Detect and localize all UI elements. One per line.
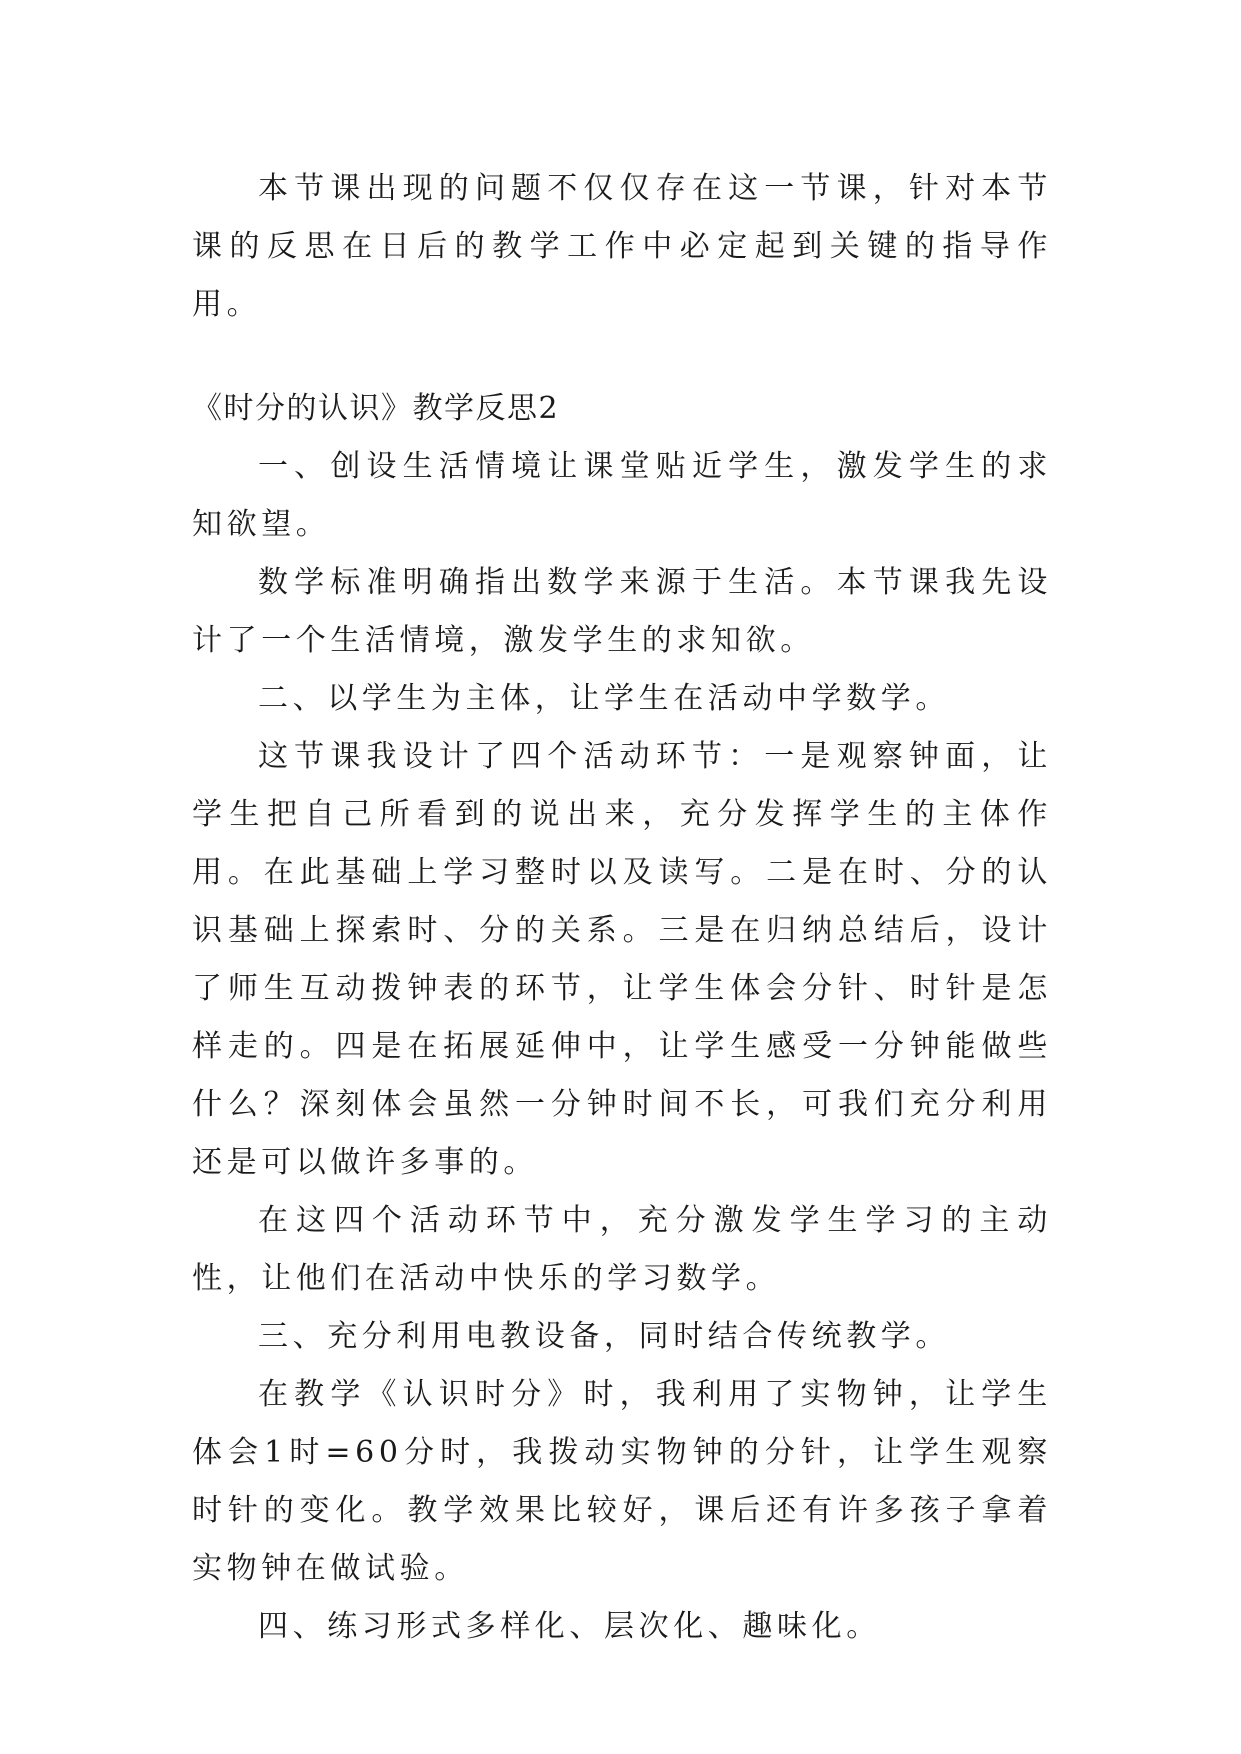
paragraph-point-one-body: 数学标准明确指出数学来源于生活。本节课我先设计了一个生活情境，激发学生的求知欲。: [192, 565, 1052, 658]
paragraph-intro: 本节课出现的问题不仅仅存在这一节课，针对本节课的反思在日后的教学工作中必定起到关键的指导作用。: [192, 171, 1052, 322]
paragraph-point-two-body: 这节课我设计了四个活动环节：一是观察钟面，让学生把自己所看到的说出来，充分发挥学生的主体作用。在此基础上学习整时以及读写。二是在时、分的认识基础上探索时、分的关系。三是在归纳总结后，设计了师生互动拨钟表的环节，让学生体会分针、时针是怎样走的。四是在拓展延伸中，让学生感受一分钟能做些什么？深刻体会虽然一分钟时间不长，可我们充分利用还是可以做许多事的。: [192, 739, 1052, 1180]
section-title: 《时分的认识》教学反思2: [192, 391, 560, 426]
paragraph-point-one-heading: 一、创设生活情境让课堂贴近学生，激发学生的求知欲望。: [192, 449, 1052, 542]
paragraph-point-two-summary: 在这四个活动环节中，充分激发学生学习的主动性，让他们在活动中快乐的学习数学。: [192, 1203, 1052, 1296]
document-body: [192, 160, 1052, 1656]
paragraph-point-four-heading: 四、练习形式多样化、层次化、趣味化。: [258, 1609, 881, 1644]
paragraph-point-three-body: 在教学《认识时分》时，我利用了实物钟，让学生体会1时=60分时，我拨动实物钟的分针，让学生观察时针的变化。教学效果比较好，课后还有许多孩子拿着实物钟在做试验。: [192, 1377, 1052, 1586]
paragraph-point-two-heading: 二、以学生为主体，让学生在活动中学数学。: [258, 681, 950, 716]
paragraph-point-three-heading: 三、充分利用电教设备，同时结合传统教学。: [258, 1319, 950, 1354]
